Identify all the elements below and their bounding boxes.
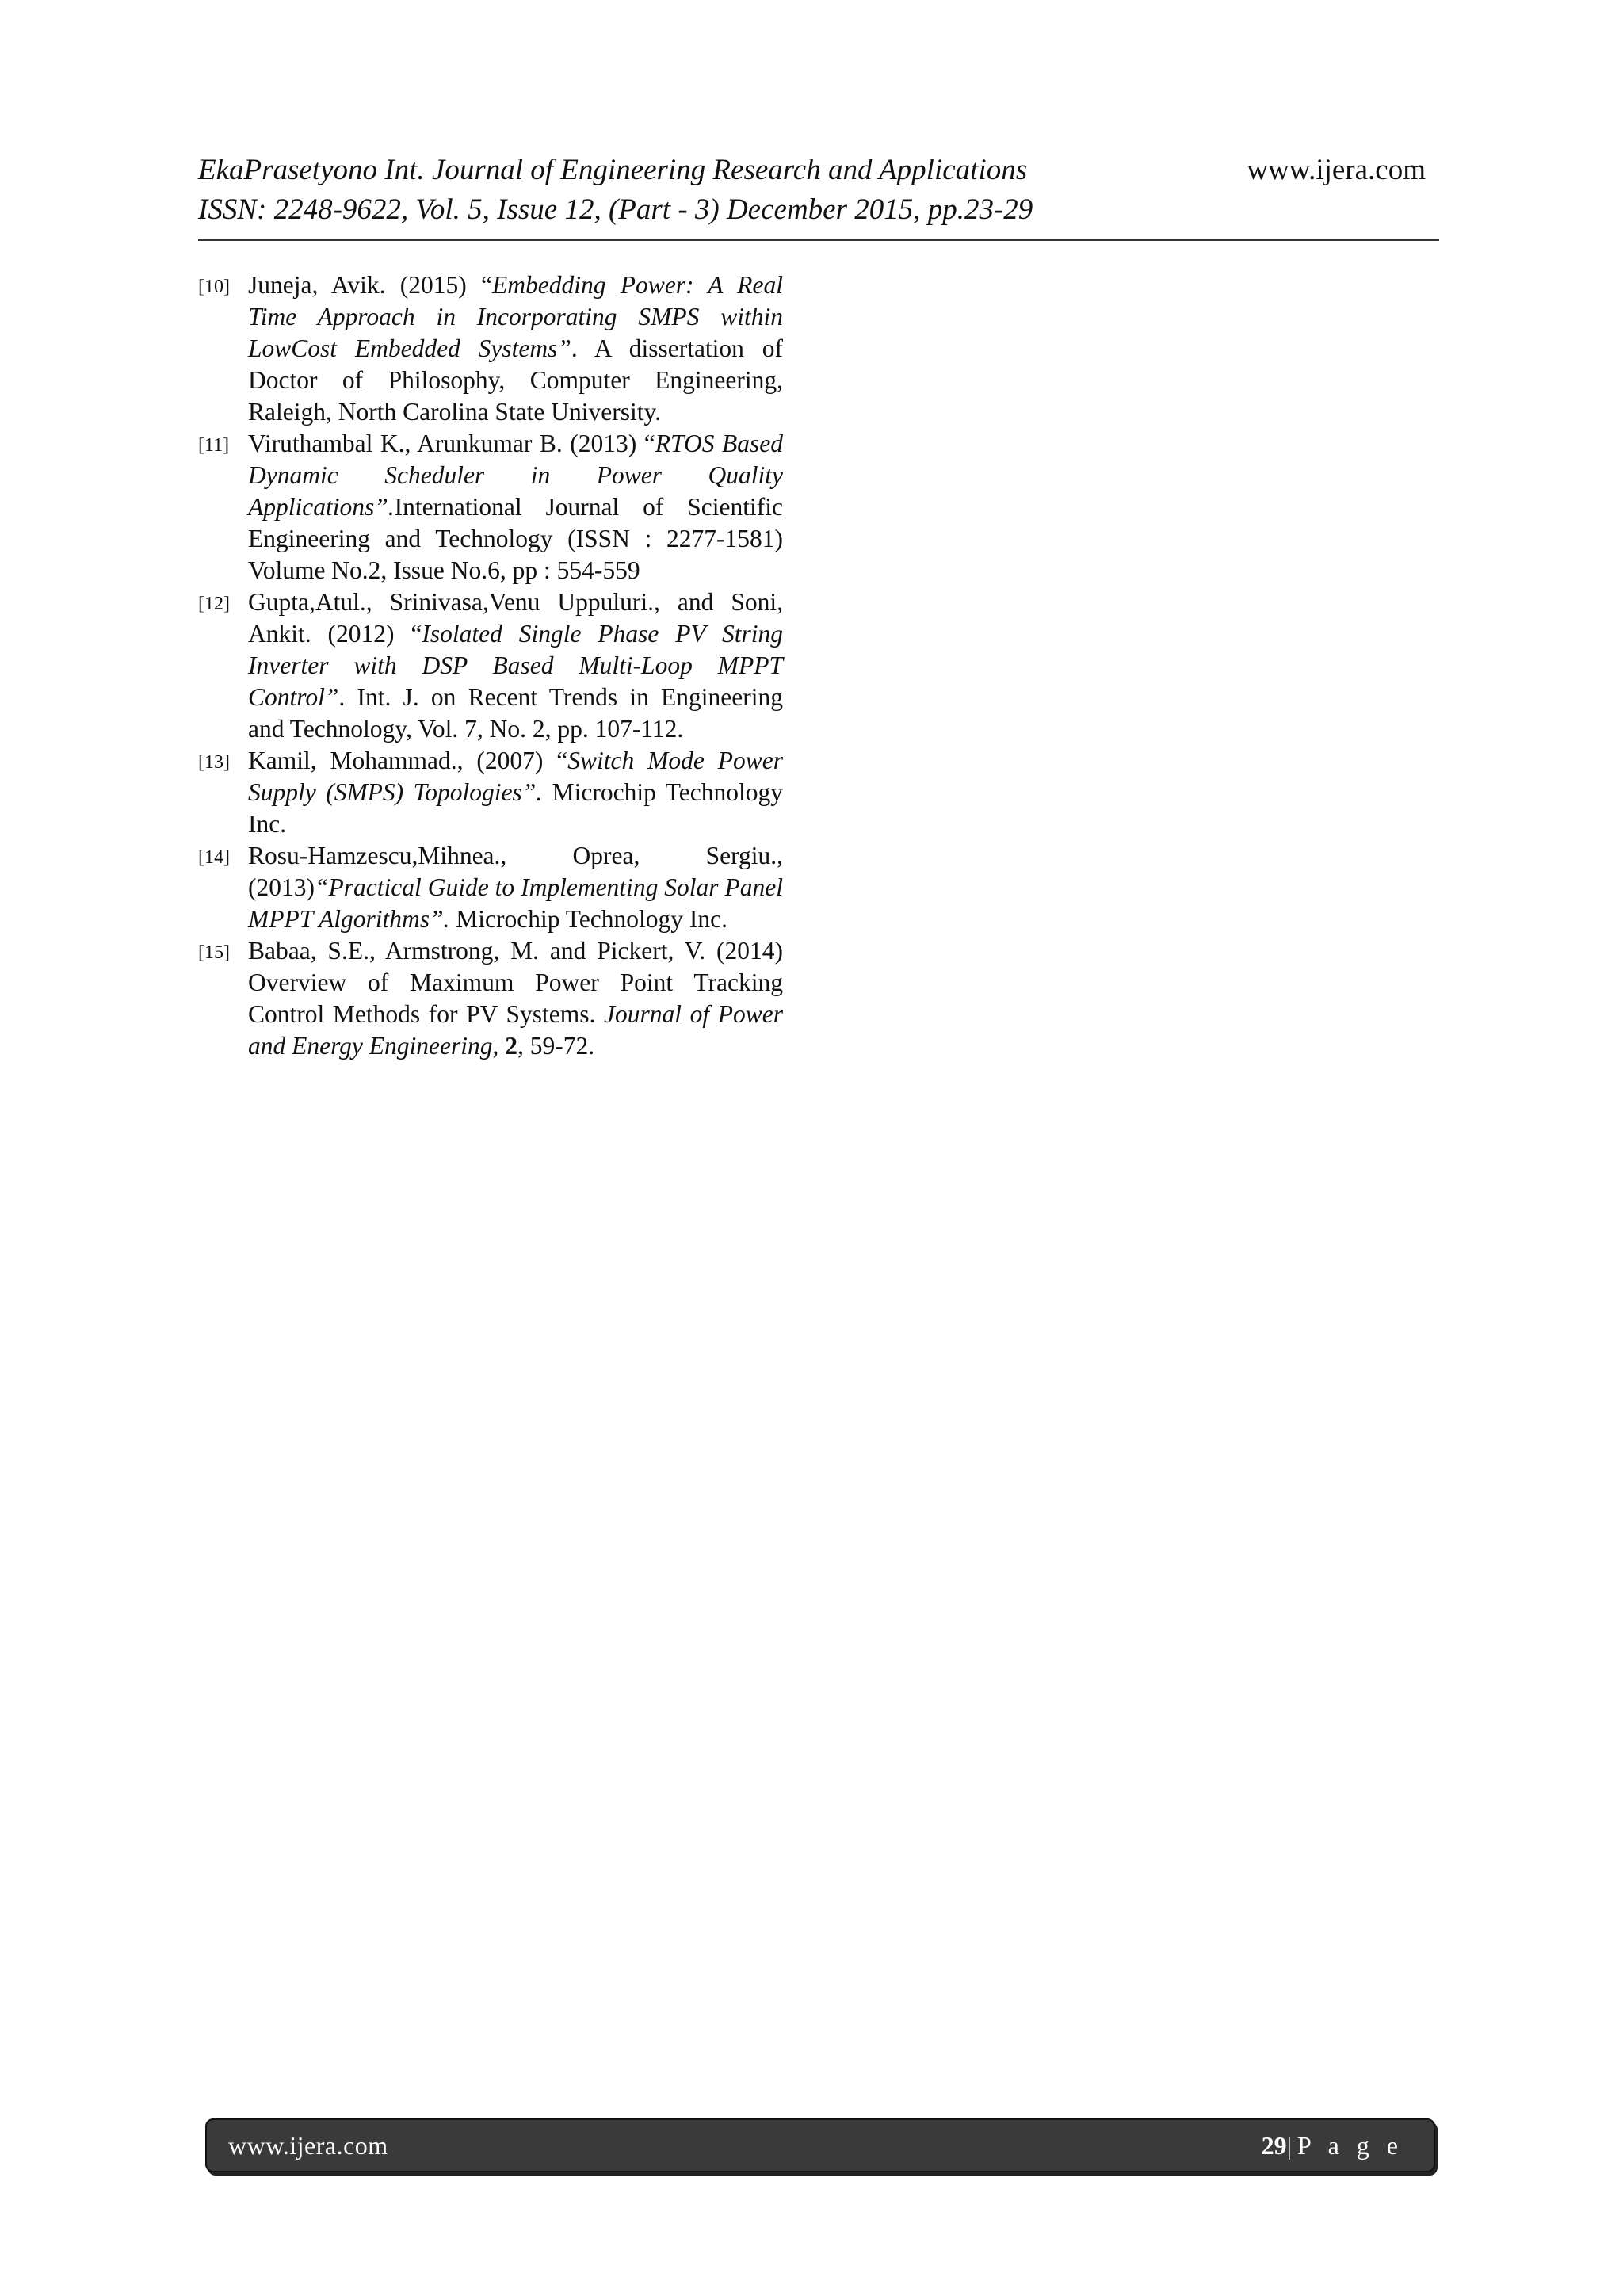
reference-list: [198, 269, 783, 1062]
page-label: |P a g e: [1286, 2131, 1403, 2160]
reference-segment: Microchip Technology Inc.: [248, 778, 783, 838]
reference-segment: Juneja, Avik. (2015) “: [248, 271, 493, 299]
issn-line: ISSN: 2248-9622, Vol. 5, Issue 12, (Part - 3) December 2015, pp.23-29: [198, 193, 1033, 226]
reference-segment: . A dissertation of Doctor of Philosophy, Computer Engineering, Raleigh, North Carolina State University.: [248, 334, 783, 426]
reference-number: [11]: [198, 435, 230, 456]
reference-segment: Gupta,Atul., Srinivasa,Venu Uppuluri., and Soni, Ankit. (2012) “: [248, 588, 783, 648]
footer-website-link[interactable]: www.ijera.com: [228, 2131, 388, 2160]
page-footer: [205, 2118, 1435, 2172]
reference-item: [198, 586, 783, 745]
reference-segment: Kamil, Mohammad., (2007) “: [248, 747, 568, 774]
reference-title: RTOS Based Dynamic Scheduler in Power Quality Applications”.: [248, 430, 783, 521]
reference-title: Journal of Power and Energy Engineering: [248, 1000, 783, 1060]
reference-segment: International Journal of Scientific Engineering and Technology (ISSN : 2277-1581) Volume No.2, Issue No.6, pp : 554-559: [248, 493, 783, 584]
reference-text: [248, 430, 783, 584]
reference-segment: , 59-72.: [517, 1032, 595, 1060]
reference-number: [14]: [198, 847, 230, 868]
running-header: [198, 151, 1439, 241]
reference-item: [198, 269, 783, 428]
reference-segment: ,: [492, 1032, 506, 1060]
page-number: [1262, 2120, 1403, 2171]
reference-segment: Microchip Technology Inc.: [449, 905, 728, 933]
reference-item: [198, 428, 783, 586]
reference-title: “Practical Guide to Implementing Solar Panel MPPT Algorithms”.: [248, 873, 783, 933]
journal-title: EkaPrasetyono Int. Journal of Engineering Research and Applications: [198, 154, 1028, 186]
reference-text: [248, 842, 783, 933]
reference-volume: 2: [505, 1032, 518, 1060]
reference-title: Switch Mode Power Supply (SMPS) Topologies”.: [248, 747, 784, 806]
reference-text: [248, 937, 783, 1060]
reference-title: Isolated Single Phase PV String Inverter with DSP Based Multi-Loop MPPT Control”: [248, 620, 784, 711]
reference-number: [15]: [198, 942, 230, 963]
page-number-value: 29: [1261, 2131, 1287, 2160]
reference-segment: Babaa, S.E., Armstrong, M. and Pickert, V. (2014) Overview of Maximum Power Point Tracking Control Methods for PV Systems.: [248, 937, 783, 1028]
reference-segment: . Int. J. on Recent Trends in Engineering and Technology, Vol. 7, No. 2, pp. 107-112.: [248, 683, 783, 743]
reference-text: [248, 588, 783, 743]
reference-segment: Rosu-Hamzescu,Mihnea., Oprea, Sergiu., (2013): [248, 842, 783, 901]
reference-item: [198, 745, 783, 840]
reference-number: [13]: [198, 752, 230, 773]
reference-item: [198, 935, 783, 1062]
reference-title: Embedding Power: A Real Time Approach in Incorporating SMPS within LowCost Embedded Systems”: [248, 271, 783, 362]
reference-number: [10]: [198, 277, 230, 297]
reference-text: [248, 747, 783, 838]
header-website-link[interactable]: www.ijera.com: [1247, 154, 1426, 186]
reference-segment: Viruthambal K., Arunkumar B. (2013) “: [248, 430, 655, 457]
reference-number: [12]: [198, 594, 230, 614]
reference-item: [198, 840, 783, 935]
reference-text: [248, 271, 783, 426]
